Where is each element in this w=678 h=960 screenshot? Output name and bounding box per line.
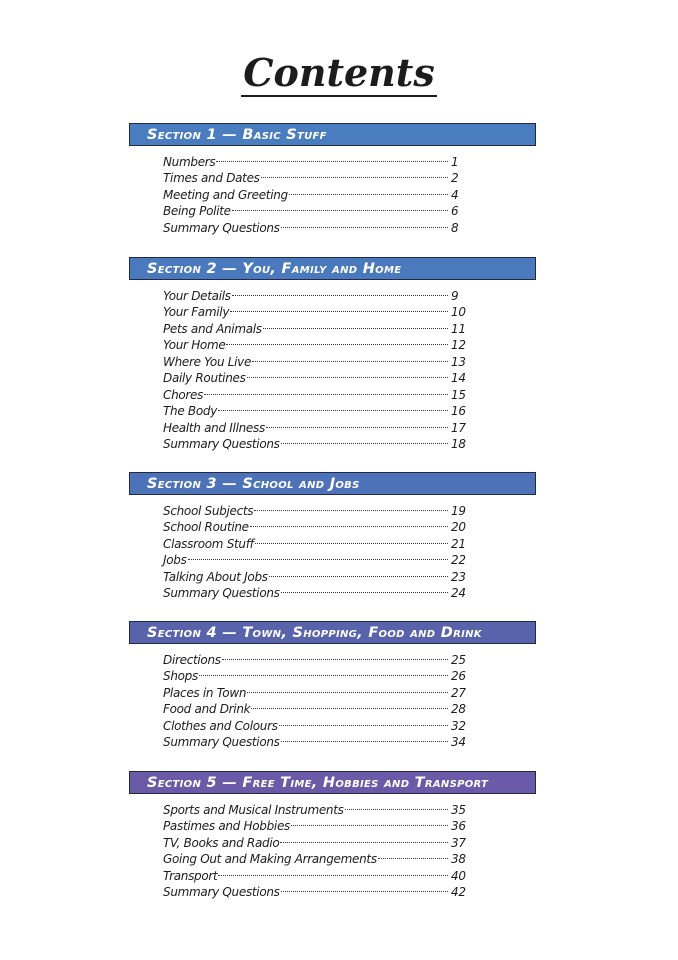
dot-leader bbox=[218, 863, 448, 880]
entry-title: Meeting and Greeting bbox=[163, 187, 288, 202]
dot-leader bbox=[289, 182, 448, 199]
entry-title: The Body bbox=[163, 404, 218, 418]
entry-title: Your Details bbox=[163, 288, 231, 303]
dot-leader bbox=[261, 166, 448, 183]
entry-title: Times and Dates bbox=[163, 171, 260, 185]
entry-list bbox=[129, 647, 473, 749]
dot-leader bbox=[252, 349, 448, 366]
entry-page-number: 2 bbox=[451, 171, 459, 185]
entry-title: Transport bbox=[163, 868, 218, 883]
toc-entry bbox=[163, 647, 473, 667]
dot-leader bbox=[281, 215, 448, 232]
section-1 bbox=[129, 123, 536, 235]
toc-entry bbox=[163, 664, 473, 681]
entry-list bbox=[129, 797, 473, 899]
dot-leader bbox=[255, 531, 448, 548]
dot-leader bbox=[266, 415, 448, 432]
dot-leader bbox=[269, 564, 448, 581]
entry-page-number: 13 bbox=[451, 354, 466, 369]
dot-leader bbox=[247, 366, 448, 383]
entry-page-number: 20 bbox=[451, 520, 466, 534]
section-heading: Section 2 — You, Family and Home bbox=[129, 257, 536, 280]
entry-page-number: 15 bbox=[451, 387, 466, 402]
toc-entry bbox=[163, 498, 473, 518]
entry-page-number: 23 bbox=[451, 569, 466, 584]
page-title-text: Contents bbox=[243, 50, 435, 95]
entry-title: TV, Books and Radio bbox=[163, 835, 280, 850]
dot-leader bbox=[279, 713, 448, 730]
entry-page-number: 27 bbox=[451, 685, 466, 700]
dot-leader bbox=[345, 797, 448, 814]
entry-title: Where You Live bbox=[163, 354, 252, 369]
entry-page-number: 10 bbox=[451, 305, 466, 319]
dot-leader bbox=[199, 664, 448, 681]
page-title bbox=[0, 50, 678, 97]
section-2 bbox=[129, 257, 536, 451]
dot-leader bbox=[250, 515, 448, 532]
entry-title: Summary Questions bbox=[163, 220, 280, 235]
entry-title: Talking About Jobs bbox=[163, 569, 268, 584]
entry-page-number: 26 bbox=[451, 669, 466, 683]
entry-page-number: 22 bbox=[451, 553, 466, 567]
entry-page-number: 40 bbox=[451, 868, 466, 883]
entry-page-number: 37 bbox=[451, 835, 466, 850]
section-3 bbox=[129, 472, 536, 600]
entry-page-number: 12 bbox=[451, 338, 466, 352]
entry-page-number: 24 bbox=[451, 586, 466, 600]
dot-leader bbox=[188, 548, 448, 565]
entry-title: Health and Illness bbox=[163, 420, 265, 435]
dot-leader bbox=[218, 399, 448, 416]
entry-page-number: 11 bbox=[451, 321, 466, 336]
entry-title: Sports and Musical Instruments bbox=[163, 802, 344, 817]
dot-leader bbox=[280, 830, 448, 847]
entry-title: Shops bbox=[163, 669, 198, 683]
entry-title: Your Home bbox=[163, 338, 226, 352]
entry-title: Chores bbox=[163, 387, 204, 402]
entry-title: School Routine bbox=[163, 520, 249, 534]
entry-page-number: 21 bbox=[451, 536, 466, 551]
entry-page-number: 32 bbox=[451, 718, 466, 733]
dot-leader bbox=[281, 581, 448, 598]
entry-title: Summary Questions bbox=[163, 437, 280, 451]
dot-leader bbox=[232, 283, 448, 300]
toc-entry bbox=[163, 399, 473, 416]
dot-leader bbox=[204, 382, 448, 399]
entry-page-number: 16 bbox=[451, 404, 466, 418]
entry-page-number: 25 bbox=[451, 652, 466, 667]
entry-page-number: 4 bbox=[451, 187, 459, 202]
entry-page-number: 36 bbox=[451, 819, 466, 833]
entry-page-number: 38 bbox=[451, 852, 466, 866]
section-heading: Section 5 — Free Time, Hobbies and Transport bbox=[129, 771, 536, 794]
dot-leader bbox=[222, 647, 448, 664]
section-heading: Section 1 — Basic Stuff bbox=[129, 123, 536, 146]
dot-leader bbox=[232, 199, 448, 216]
entry-page-number: 34 bbox=[451, 735, 466, 749]
entry-list bbox=[129, 498, 473, 600]
entry-title: Summary Questions bbox=[163, 586, 280, 600]
entry-title: Food and Drink bbox=[163, 702, 251, 716]
dot-leader bbox=[230, 300, 448, 317]
entry-title: Daily Routines bbox=[163, 371, 246, 385]
entry-page-number: 8 bbox=[451, 220, 459, 235]
entry-page-number: 17 bbox=[451, 420, 466, 435]
dot-leader bbox=[281, 432, 448, 449]
entry-title: Clothes and Colours bbox=[163, 718, 278, 733]
toc-entry bbox=[163, 149, 473, 169]
entry-title: Pastimes and Hobbies bbox=[163, 819, 290, 833]
entry-title: School Subjects bbox=[163, 503, 254, 518]
entry-page-number: 19 bbox=[451, 503, 466, 518]
toc-entry bbox=[163, 382, 473, 402]
section-heading: Section 4 — Town, Shopping, Food and Drink bbox=[129, 621, 536, 644]
entry-page-number: 9 bbox=[451, 288, 459, 303]
entry-title: Places in Town bbox=[163, 685, 247, 700]
entry-page-number: 28 bbox=[451, 702, 466, 716]
toc-entry bbox=[163, 797, 473, 817]
dot-leader bbox=[263, 316, 448, 333]
dot-leader bbox=[251, 697, 448, 714]
dot-leader bbox=[254, 498, 448, 515]
entry-title: Being Polite bbox=[163, 204, 231, 218]
entry-page-number: 6 bbox=[451, 204, 459, 218]
dot-leader bbox=[281, 730, 448, 747]
entry-page-number: 18 bbox=[451, 437, 466, 451]
section-heading: Section 3 — School and Jobs bbox=[129, 472, 536, 495]
dot-leader bbox=[216, 149, 448, 166]
dot-leader bbox=[281, 880, 448, 897]
entry-title: Summary Questions bbox=[163, 885, 280, 899]
entry-page-number: 1 bbox=[451, 154, 459, 169]
section-5 bbox=[129, 771, 536, 899]
toc-entry bbox=[163, 548, 473, 565]
toc-entry bbox=[163, 680, 473, 700]
entry-page-number: 35 bbox=[451, 802, 466, 817]
entry-list bbox=[129, 149, 473, 235]
entry-page-number: 42 bbox=[451, 885, 466, 899]
entry-title: Numbers bbox=[163, 154, 216, 169]
toc-entry bbox=[163, 283, 473, 303]
entry-title: Summary Questions bbox=[163, 735, 280, 749]
entry-title: Jobs bbox=[163, 553, 187, 567]
entry-title: Classroom Stuff bbox=[163, 536, 254, 551]
entry-list bbox=[129, 283, 473, 451]
entry-title: Directions bbox=[163, 652, 221, 667]
dot-leader bbox=[226, 333, 448, 350]
entry-page-number: 14 bbox=[451, 371, 466, 385]
entry-title: Going Out and Making Arrangements bbox=[163, 852, 377, 866]
dot-leader bbox=[378, 847, 448, 864]
dot-leader bbox=[247, 680, 448, 697]
section-4 bbox=[129, 621, 536, 749]
toc-entry bbox=[163, 564, 473, 584]
dot-leader bbox=[291, 814, 448, 831]
entry-title: Pets and Animals bbox=[163, 321, 262, 336]
entry-title: Your Family bbox=[163, 305, 230, 319]
